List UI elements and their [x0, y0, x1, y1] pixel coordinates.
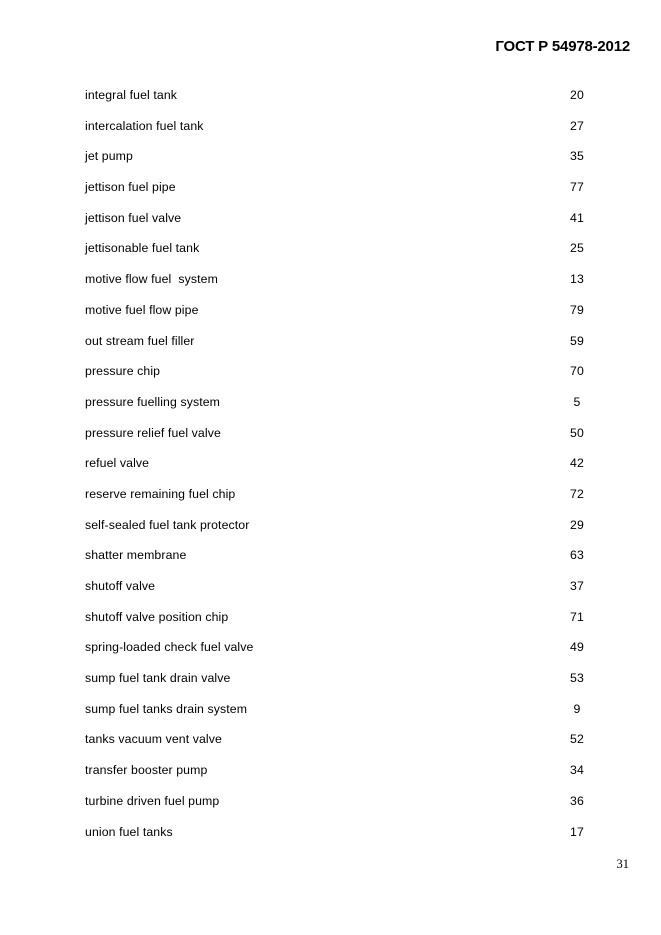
index-entry: [85, 84, 595, 115]
index-entry: [85, 207, 595, 238]
index-entry: [85, 299, 595, 330]
index-entry: [85, 268, 595, 299]
index-term: jettison fuel pipe: [85, 180, 176, 195]
index-entry: [85, 790, 595, 821]
index-number: 13: [570, 272, 584, 287]
index-term: shutoff valve: [85, 579, 156, 593]
index-entry: [85, 667, 595, 698]
index-entry: [85, 514, 595, 545]
index-number: 35: [570, 149, 584, 164]
index-number: 59: [570, 333, 584, 348]
index-entry: [85, 636, 595, 667]
index-number: 77: [570, 180, 584, 195]
index-number: 9: [573, 701, 581, 716]
index-entry: [85, 145, 595, 176]
index-term: jet pump: [85, 149, 133, 164]
index-term: shatter membrane: [85, 548, 187, 563]
index-number: 71: [570, 609, 584, 624]
index-entry: [85, 176, 595, 207]
index-entry: [85, 698, 595, 729]
index-term: turbine driven fuel pump: [85, 793, 220, 808]
index-term: motive fuel flow pipe: [85, 302, 199, 317]
index-term: jettisonable fuel tank: [85, 241, 200, 256]
index-term: integral fuel tank: [85, 88, 178, 102]
index-entry: [85, 575, 595, 606]
index-entry: [85, 237, 595, 268]
index-number: 79: [570, 302, 584, 317]
index-entry: [85, 115, 595, 146]
index-term: transfer booster pump: [85, 763, 208, 778]
index-term: refuel valve: [85, 456, 150, 471]
index-number: 49: [570, 640, 584, 655]
index-number: 50: [570, 425, 584, 440]
index-term: jettison fuel valve: [85, 210, 182, 225]
index-entry: [85, 360, 595, 391]
index-entry: [85, 606, 595, 637]
index-term: intercalation fuel tank: [85, 118, 204, 133]
index-number: 20: [570, 88, 584, 102]
term-index-list: [85, 84, 595, 851]
index-number: 72: [570, 486, 584, 501]
document-standard-code: ГОСТ Р 54978-2012: [495, 38, 630, 55]
index-number: 37: [570, 579, 584, 593]
index-term: out stream fuel filler: [85, 333, 195, 348]
index-number: 41: [570, 210, 584, 225]
index-number: 29: [570, 517, 584, 532]
page-number: 31: [616, 857, 629, 871]
index-entry: [85, 483, 595, 514]
index-term: shutoff valve position chip: [85, 609, 229, 624]
index-term: tanks vacuum vent valve: [85, 732, 222, 747]
index-entry: [85, 452, 595, 483]
index-number: 27: [570, 118, 584, 133]
index-number: 70: [570, 364, 584, 379]
index-term: union fuel tanks: [85, 824, 173, 839]
index-number: 63: [570, 548, 584, 563]
index-term: sump fuel tanks drain system: [85, 701, 248, 716]
index-entry: [85, 544, 595, 575]
index-entry: [85, 821, 595, 852]
index-number: 42: [570, 456, 584, 471]
index-number: 17: [570, 824, 584, 839]
index-number: 52: [570, 732, 584, 747]
index-entry: [85, 422, 595, 453]
index-term: spring-loaded check fuel valve: [85, 640, 254, 655]
index-term: sump fuel tank drain valve: [85, 671, 231, 686]
index-term: pressure relief fuel valve: [85, 425, 221, 440]
index-number: 53: [570, 671, 584, 686]
index-term: pressure fuelling system: [85, 394, 220, 409]
index-entry: [85, 728, 595, 759]
index-term: reserve remaining fuel chip: [85, 486, 236, 501]
index-term: motive flow fuel system: [85, 272, 218, 287]
index-number: 34: [570, 763, 584, 778]
index-number: 5: [573, 394, 581, 409]
index-entry: [85, 391, 595, 422]
index-number: 36: [570, 793, 584, 808]
index-entry: [85, 330, 595, 361]
index-term: self-sealed fuel tank protector: [85, 517, 250, 532]
index-entry: [85, 759, 595, 790]
index-term: pressure chip: [85, 364, 161, 379]
index-number: 25: [570, 241, 584, 256]
